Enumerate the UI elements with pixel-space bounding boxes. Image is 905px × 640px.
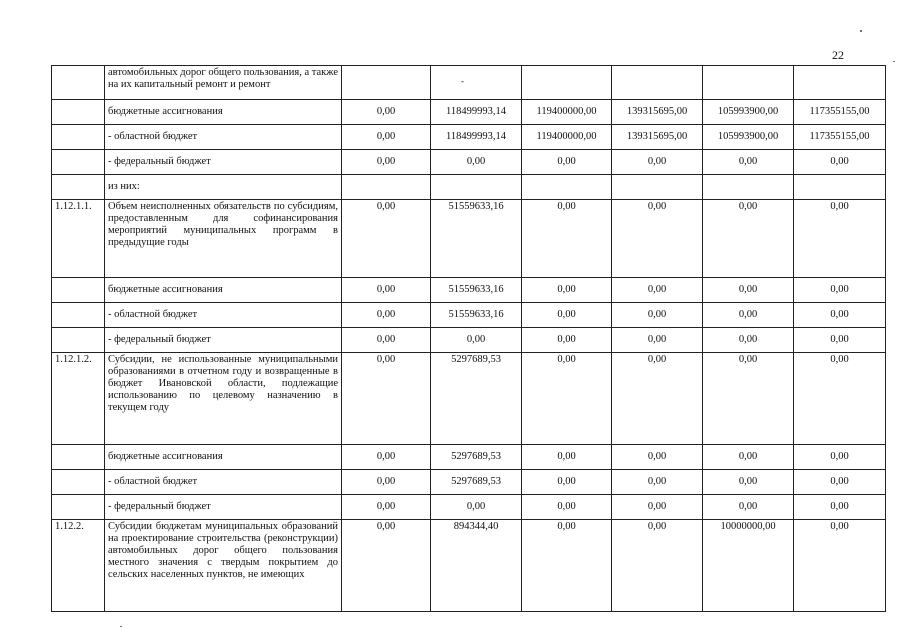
- value-cell: 0,00: [703, 445, 794, 470]
- value-cell: 139315695,00: [612, 100, 703, 125]
- table-row: [52, 150, 886, 175]
- value-cell: [431, 175, 522, 200]
- table-row: [52, 520, 886, 612]
- value-cell: 0,00: [612, 303, 703, 328]
- value-cell: 5297689,53: [431, 353, 522, 445]
- value-cell: 0,00: [342, 445, 431, 470]
- value-cell: 0,00: [612, 445, 703, 470]
- row-code: [52, 278, 105, 303]
- value-cell: [612, 175, 703, 200]
- row-code: [52, 445, 105, 470]
- row-description: автомобильных дорог общего пользования, а также на их капитальный ремонт и ремонт: [105, 66, 342, 100]
- scan-speck: [860, 30, 862, 32]
- row-description: - областной бюджет: [105, 303, 342, 328]
- value-cell: 0,00: [794, 520, 886, 612]
- table-row: [52, 303, 886, 328]
- row-description: Субсидии бюджетам муниципальных образований на проектирование строительства (реконструкции) автомобильных дорог общего пользования местного значения с твердым покрытием до сельских населенных пунктов, не имеющих: [105, 520, 342, 612]
- row-description: - областной бюджет: [105, 125, 342, 150]
- table-row: [52, 495, 886, 520]
- row-description: - федеральный бюджет: [105, 150, 342, 175]
- value-cell: 0,00: [522, 200, 612, 278]
- value-cell: 51559633,16: [431, 303, 522, 328]
- value-cell: 51559633,16: [431, 200, 522, 278]
- row-code: [52, 495, 105, 520]
- table-row: [52, 445, 886, 470]
- table-row: [52, 175, 886, 200]
- value-cell: 0,00: [522, 278, 612, 303]
- row-code: [52, 125, 105, 150]
- value-cell: [703, 66, 794, 100]
- value-cell: 0,00: [342, 150, 431, 175]
- value-cell: 0,00: [431, 150, 522, 175]
- row-description: бюджетные ассигнования: [105, 100, 342, 125]
- value-cell: 0,00: [703, 353, 794, 445]
- row-description: Субсидии, не использованные муниципальными образованиями в отчетном году и возвращенные в бюджет Ивановской области, подлежащие использованию по целевому назначению в текущем году: [105, 353, 342, 445]
- value-cell: 0,00: [612, 495, 703, 520]
- table-row: [52, 328, 886, 353]
- budget-table: [51, 65, 886, 612]
- value-cell: 0,00: [612, 470, 703, 495]
- value-cell: 0,00: [342, 100, 431, 125]
- row-code: [52, 150, 105, 175]
- value-cell: 0,00: [342, 495, 431, 520]
- value-cell: 0,00: [522, 303, 612, 328]
- value-cell: 5297689,53: [431, 470, 522, 495]
- value-cell: 10000000,00: [703, 520, 794, 612]
- value-cell: 0,00: [612, 200, 703, 278]
- table-row: [52, 100, 886, 125]
- row-code: [52, 303, 105, 328]
- scan-speck: [120, 626, 122, 627]
- row-description: из них:: [105, 175, 342, 200]
- value-cell: [431, 66, 522, 100]
- value-cell: 117355155,00: [794, 125, 886, 150]
- value-cell: 0,00: [703, 200, 794, 278]
- row-code: [52, 175, 105, 200]
- value-cell: 0,00: [703, 303, 794, 328]
- value-cell: 0,00: [342, 520, 431, 612]
- value-cell: 894344,40: [431, 520, 522, 612]
- value-cell: 0,00: [703, 495, 794, 520]
- value-cell: [612, 66, 703, 100]
- value-cell: 0,00: [342, 200, 431, 278]
- value-cell: 0,00: [522, 495, 612, 520]
- value-cell: 0,00: [703, 328, 794, 353]
- row-code: [52, 328, 105, 353]
- value-cell: 0,00: [522, 470, 612, 495]
- value-cell: 0,00: [342, 278, 431, 303]
- value-cell: 0,00: [522, 445, 612, 470]
- value-cell: 0,00: [612, 353, 703, 445]
- row-description: бюджетные ассигнования: [105, 445, 342, 470]
- value-cell: 118499993,14: [431, 100, 522, 125]
- value-cell: 105993900,00: [703, 100, 794, 125]
- value-cell: 0,00: [612, 150, 703, 175]
- value-cell: 0,00: [794, 445, 886, 470]
- value-cell: [342, 66, 431, 100]
- value-cell: 105993900,00: [703, 125, 794, 150]
- value-cell: 139315695,00: [612, 125, 703, 150]
- row-code: 1.12.2.: [52, 520, 105, 612]
- row-code: [52, 66, 105, 100]
- value-cell: 0,00: [342, 470, 431, 495]
- value-cell: 0,00: [522, 150, 612, 175]
- row-code: 1.12.1.1.: [52, 200, 105, 278]
- value-cell: 0,00: [794, 278, 886, 303]
- row-description: - федеральный бюджет: [105, 495, 342, 520]
- value-cell: 0,00: [522, 353, 612, 445]
- table-row: [52, 125, 886, 150]
- value-cell: 117355155,00: [794, 100, 886, 125]
- value-cell: 0,00: [794, 303, 886, 328]
- value-cell: 0,00: [794, 200, 886, 278]
- scan-speck: [893, 61, 895, 62]
- value-cell: [794, 66, 886, 100]
- row-code: [52, 470, 105, 495]
- value-cell: 0,00: [342, 125, 431, 150]
- value-cell: [522, 66, 612, 100]
- value-cell: 0,00: [703, 470, 794, 495]
- row-description: - областной бюджет: [105, 470, 342, 495]
- value-cell: 0,00: [794, 470, 886, 495]
- value-cell: 0,00: [794, 495, 886, 520]
- value-cell: 119400000,00: [522, 100, 612, 125]
- value-cell: 0,00: [794, 150, 886, 175]
- value-cell: [794, 175, 886, 200]
- row-description: бюджетные ассигнования: [105, 278, 342, 303]
- stray-mark: -: [461, 76, 464, 86]
- row-description: Объем неисполненных обязательств по субсидиям, предоставленным для софинансирования мероприятий муниципальных программ в предыдущие годы: [105, 200, 342, 278]
- value-cell: [522, 175, 612, 200]
- value-cell: 0,00: [522, 328, 612, 353]
- table-row: [52, 353, 886, 445]
- table-row: [52, 278, 886, 303]
- value-cell: 0,00: [794, 353, 886, 445]
- value-cell: 119400000,00: [522, 125, 612, 150]
- row-description: - федеральный бюджет: [105, 328, 342, 353]
- row-code: [52, 100, 105, 125]
- value-cell: 0,00: [342, 328, 431, 353]
- value-cell: 0,00: [612, 278, 703, 303]
- table-row: [52, 200, 886, 278]
- value-cell: [342, 175, 431, 200]
- value-cell: 0,00: [342, 303, 431, 328]
- value-cell: 51559633,16: [431, 278, 522, 303]
- value-cell: 0,00: [522, 520, 612, 612]
- value-cell: [703, 175, 794, 200]
- value-cell: 0,00: [612, 328, 703, 353]
- value-cell: 0,00: [431, 495, 522, 520]
- value-cell: 0,00: [342, 353, 431, 445]
- page-number: 22: [832, 48, 844, 62]
- value-cell: 0,00: [703, 278, 794, 303]
- value-cell: 5297689,53: [431, 445, 522, 470]
- row-code: 1.12.1.2.: [52, 353, 105, 445]
- value-cell: 0,00: [612, 520, 703, 612]
- value-cell: 0,00: [431, 328, 522, 353]
- table-row: [52, 470, 886, 495]
- value-cell: 0,00: [703, 150, 794, 175]
- table-row: [52, 66, 886, 100]
- value-cell: 118499993,14: [431, 125, 522, 150]
- value-cell: 0,00: [794, 328, 886, 353]
